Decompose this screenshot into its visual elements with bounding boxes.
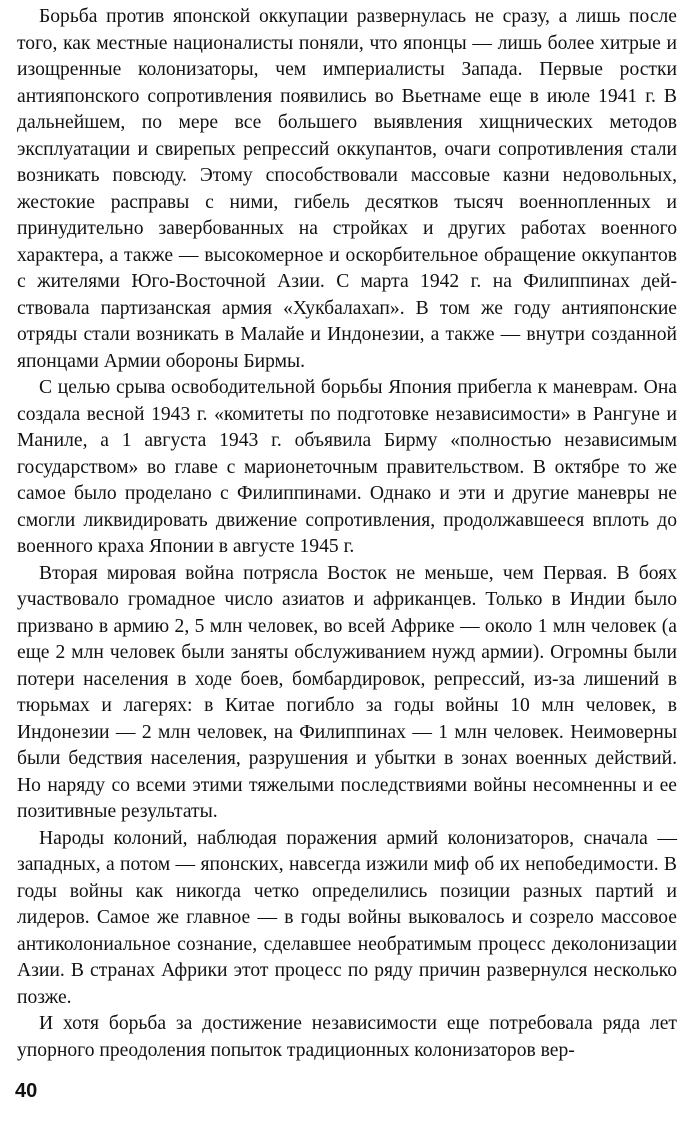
paragraph-2: С целью срыва освободительной борьбы Япония прибегла к маневрам. Она создала весной 1943 г. «комитеты по подготовке независимости» в Рангуне и Маниле, а 1 августа 1943 г. объявила Бирму «полностью независимым государством» во главе с марионеточным правительством. В октябре то же самое было проделано с Филиппинами. Однако и эти и другие маневры не смогли ликвидировать движение сопротивления, продолжавшееся вплоть до военного краха Японии в августе 1945 г. (17, 377, 677, 557)
paragraph-1: Борьба против японской оккупации развернулась не сразу, а лишь после того, как местные националисты поняли, что японцы — лишь более хитрые и изощренные колонизаторы, чем империалисты Запада. Первые ростки антияпонского сопротивления появились во Вьетнаме еще в июле 1941 г. В дальнейшем, по мере все большего выявления хищнических методов эксплуатации и свирепых репрессий оккупантов, очаги сопротивления стали возникать повсюду. Этому способствовали массовые казни недовольных, жестокие расправы с ними, гибель десятков тысяч военнопленных и принудительно завербованных на стройках и других работах военного характера, а также — высокомерное и оскорбительное обращение оккупантов с жителями Юго-Восточной Азии. С марта 1942 г. на Филиппинах действовала партизанская армия «Хукбалахап». В том же году антияпонские отряды стали возникать в Малайе и Индонезии, а также — внутри созданной японцами Армии обороны Бирмы. (17, 6, 677, 372)
paragraph-3: Вторая мировая война потрясла Восток не меньше, чем Первая. В боях участвовало громадное число азиатов и африканцев. Только в Индии было призвано в армию 2, 5 млн человек, во всей Африке — около 1 млн человек (а еще 2 млн человек были заняты обслуживанием нужд армии). Огромны были потери населения в ходе боев, бомбардировок, репрессий, из-за лишений в тюрьмах и лагерях: в Китае погибло за годы войны 10 млн человек, в Индонезии — 2 млн человек, на Филиппинах — 1 млн человек. Неимоверны были бедствия населения, разрушения и убытки в зонах военных действий. Но наряду со всеми этими тяжелыми последствиями войны несомненны и ее позитивные результаты. (17, 562, 677, 822)
paragraph-4: Народы колоний, наблюдая поражения армий колонизаторов, сначала — западных, а потом — японских, навсегда изжили миф об их непобедимости. В годы войны как никогда четко определились позиции разных партий и лидеров. Самое же главное — в годы войны выковалось и созрело массовое антиколониальное сознание, сделавшее необратимым процесс деколонизации Азии. В странах Африки этот процесс по ряду причин развернулся несколько позже. (17, 827, 677, 1008)
paragraph-5: И хотя борьба за достижение независимости еще потребовала ряда лет упорного преодоления попыток традиционных колонизаторов вер- (17, 1013, 677, 1061)
page-number: 40 (15, 1080, 38, 1102)
body-text (17, 4, 677, 1064)
